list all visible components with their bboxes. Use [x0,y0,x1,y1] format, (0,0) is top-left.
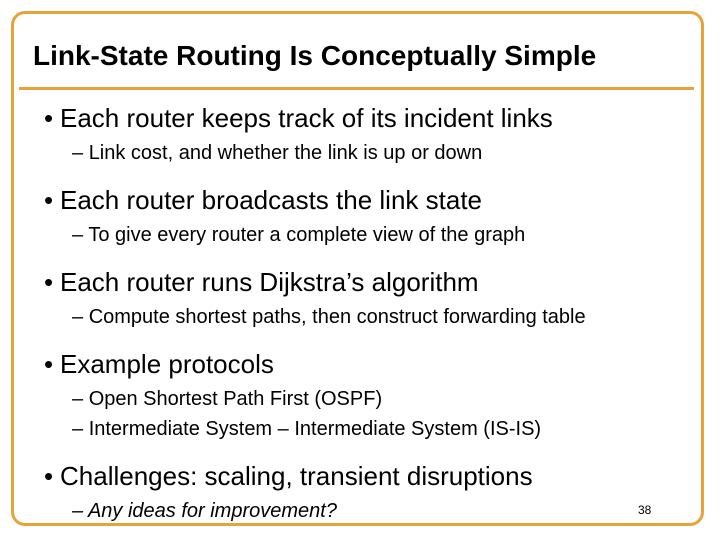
sub-bullet-item [72,140,482,166]
sub-bullet-text: Open Shortest Path First (OSPF) [88,388,383,410]
sub-bullet-item [72,222,525,248]
dash-glyph: – [72,500,84,522]
sub-bullet-text: Link cost, and whether the link is up or down [88,142,483,164]
bullet-glyph: • [44,267,54,297]
sub-bullet-text: To give every router a complete view of the graph [88,224,526,246]
bullet-glyph: • [44,461,54,491]
sub-bullet-item [72,498,337,524]
dash-glyph: – [72,142,84,164]
page-number: 38 [638,503,652,517]
dash-glyph: – [72,418,84,440]
bullet-text: Example protocols [60,349,274,379]
sub-bullet-item [72,386,382,412]
bullet-item [44,266,479,298]
bullet-glyph: • [44,103,54,133]
bullet-text: Each router runs Dijkstra’s algorithm [60,267,479,297]
bullet-text: Each router keeps track of its incident links [60,103,553,133]
bullet-item [44,460,533,492]
bullet-item [44,348,274,380]
title-bar [19,26,694,90]
dash-glyph: – [72,388,84,410]
sub-bullet-item [72,304,586,330]
dash-glyph: – [72,306,84,328]
bullet-item [44,102,553,134]
bullet-text: Challenges: scaling, transient disruptions [60,461,533,491]
bullet-glyph: • [44,349,54,379]
sub-bullet-text: Compute shortest paths, then construct forwarding table [88,306,586,328]
bullet-glyph: • [44,185,54,215]
dash-glyph: – [72,224,84,246]
bullet-text: Each router broadcasts the link state [60,185,483,215]
bullet-item [44,184,482,216]
sub-bullet-text: Any ideas for improvement? [87,500,337,522]
slide-title: Link-State Routing Is Conceptually Simple [33,40,597,71]
sub-bullet-item [72,416,541,442]
sub-bullet-text: Intermediate System – Intermediate System (IS-IS) [88,418,542,440]
